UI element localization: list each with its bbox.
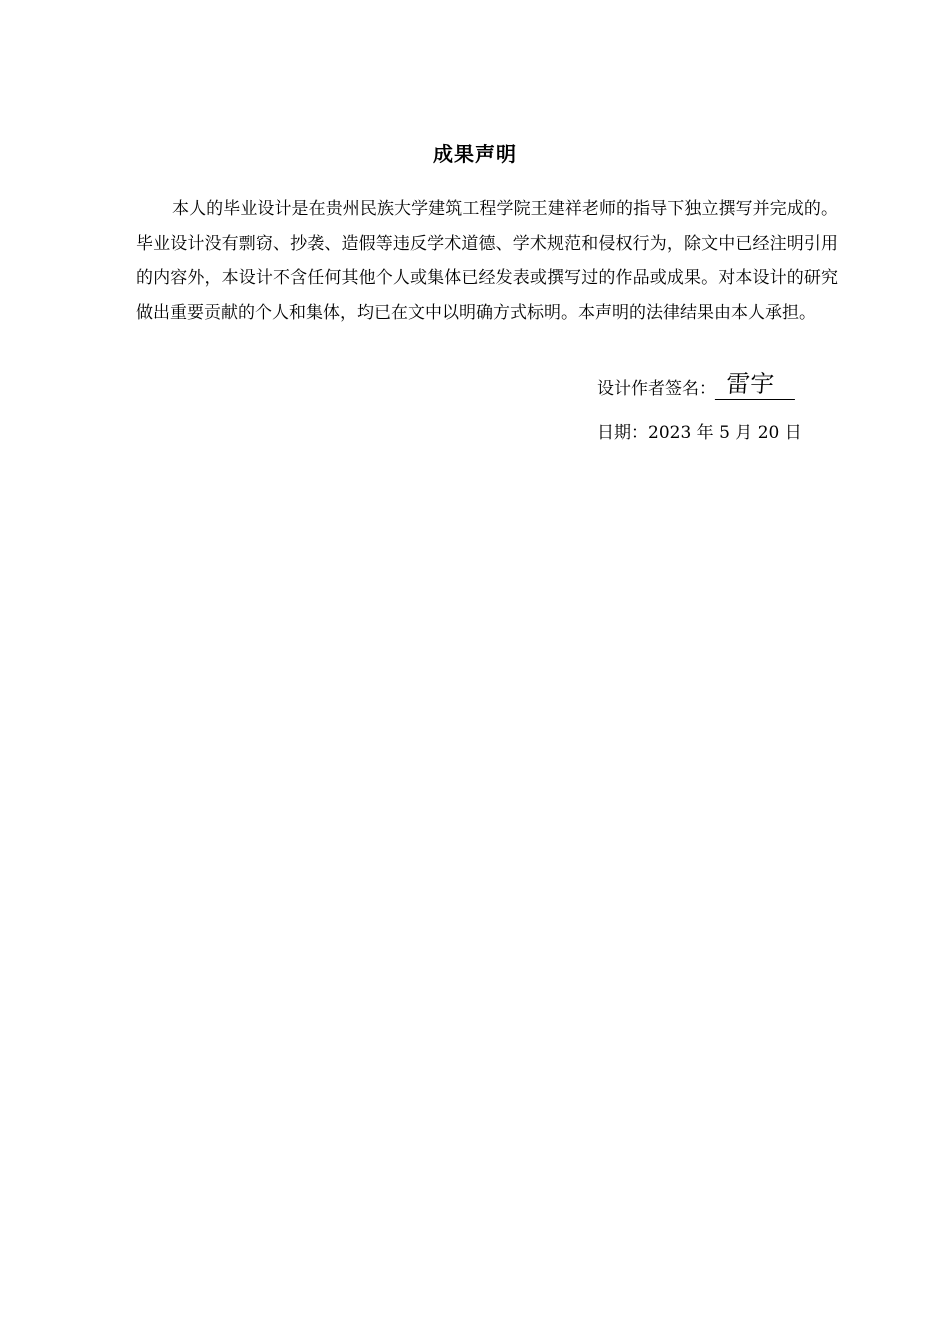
declaration-title: 成果声明 — [433, 142, 517, 166]
handwritten-signature: 雷宇 — [715, 368, 797, 400]
date-value: 2023 年 5 月 20 日 — [648, 423, 802, 443]
signature-label: 设计作者签名： — [597, 379, 716, 399]
declaration-body: 本人的毕业设计是在贵州民族大学建筑工程学院王建祥老师的指导下独立撰写并完成的。毕业设计没有剽窃、抄袭、造假等违反学术道德、学术规范和侵权行为，除文中已经注明引用的内容外，本设计不含任何其他个人或集体已经发表或撰写过的作品或成果。对本设计的研究做出重要贡献的个人和集体，均已在文中以明确方式标明。本声明的法律结果由本人承担。 — [136, 199, 838, 323]
date-line — [597, 416, 857, 450]
date-label: 日期： — [597, 423, 648, 443]
signature-line — [597, 368, 857, 408]
